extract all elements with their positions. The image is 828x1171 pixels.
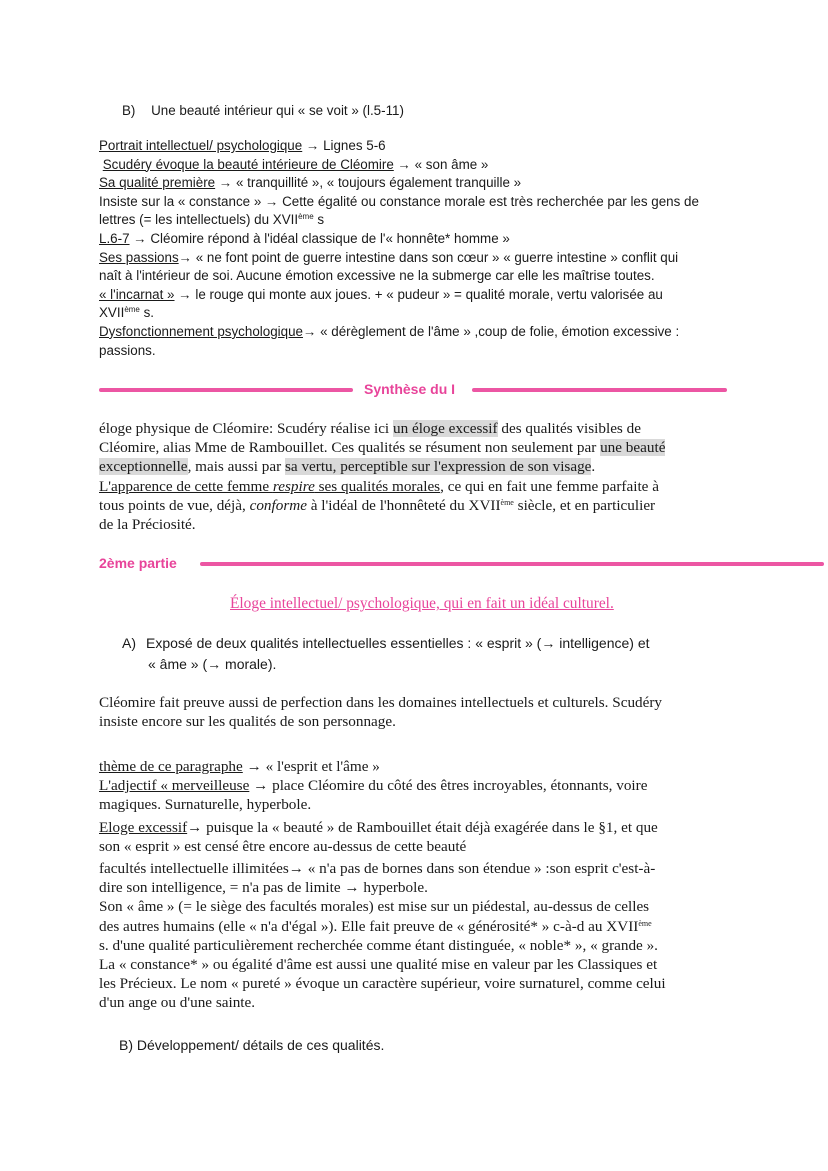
analysis-underlined: thème de ce paragraphe: [99, 758, 243, 775]
note-text: XVII: [99, 305, 125, 321]
superscript: ème: [638, 918, 652, 928]
note-line: [99, 323, 699, 342]
note-text: Cette égalité ou constance morale est très recherchée par les gens de: [278, 193, 699, 209]
analysis-text: dire son intelligence, = n'a pas de limite → hyperbole.: [99, 879, 428, 897]
analysis-underlined: Eloge excessif: [99, 818, 188, 836]
intro-line: insiste encore sur les qualités de son personnage.: [99, 713, 396, 731]
section-a-line: [122, 633, 650, 654]
synth-line: [99, 515, 665, 534]
synth-italic: conforme: [249, 496, 307, 514]
note-text: Lignes 5-6: [319, 138, 386, 153]
note-line: [99, 193, 699, 212]
analysis-text: d'un ange ou d'une sainte.: [99, 994, 256, 1012]
analysis-line: [99, 974, 666, 993]
note-text: le rouge qui monte aux joues. + « pudeur » = qualité morale, vertu valorisée au: [191, 286, 663, 302]
note-line: [99, 174, 699, 193]
analysis-text: les Précieux. Le nom « pureté » évoque un caractère supérieur, voire surnaturel, comme celui: [99, 975, 666, 993]
arrow-icon: →: [133, 230, 147, 246]
synth-text: .: [591, 458, 596, 476]
note-underlined: Scudéry évoque la beauté intérieure de Cléomire: [102, 156, 394, 172]
note-line: [99, 211, 699, 230]
analysis-line: [99, 859, 666, 878]
note-underlined: Sa qualité première: [99, 175, 216, 191]
note-line: [99, 342, 699, 361]
analysis-line: [99, 955, 666, 974]
arrow-icon: →: [397, 156, 411, 172]
analysis-text: facultés intellectuelle illimitées→ « n'a pas de bornes dans son étendue » :son esprit c'est-à-: [99, 860, 656, 878]
synth-text: de la Préciosité.: [99, 516, 196, 534]
superscript: ème: [298, 212, 314, 222]
part2-subtitle: Éloge intellectuel/ psychologique, qui en fait un idéal culturel.: [230, 595, 614, 612]
analysis-notes: [99, 757, 666, 1013]
analysis-text: s. d'une qualité particulièrement recherchée comme étant distinguée, « noble* », « grande ».: [99, 936, 658, 954]
analysis-line: [99, 776, 666, 795]
note-underlined: L.6-7: [99, 230, 130, 246]
analysis-text: → puisque la « beauté » de Rambouillet était déjà exagérée dans le §1, et que: [187, 818, 658, 836]
note-line: [99, 286, 699, 305]
synth-text: à l'idéal de l'honnêteté du XVII: [306, 496, 501, 514]
note-text: naît à l'intérieur de soi. Aucune émotion excessive ne la submerge car elle les maîtrise toutes.: [99, 268, 655, 284]
synth-underlined: L'apparence de cette femme: [99, 477, 273, 495]
note-text: « dérèglement de l'âme » ,coup de folie, émotion excessive :: [316, 323, 680, 339]
analysis-line: [99, 897, 666, 916]
synth-line: [99, 419, 665, 438]
synth-text: tous points de vue, déjà,: [99, 496, 250, 514]
analysis-line: [99, 818, 666, 837]
analysis-line: [99, 878, 666, 897]
portrait-notes: [99, 137, 699, 360]
note-text: « ne font point de guerre intestine dans son cœur » « guerre intestine » conflit qui: [192, 249, 679, 265]
synth-text: éloge physique de Cléomire: Scudéry réalise ici: [99, 420, 393, 437]
note-underlined: Dysfonctionnement psychologique: [99, 323, 303, 339]
synth-highlight: exceptionnelle: [99, 458, 188, 476]
analysis-text: La « constance* » ou égalité d'âme est aussi une qualité mise en valeur par les Classiques et: [99, 956, 658, 974]
analysis-line: [99, 837, 666, 856]
note-text: Cléomire répond à l'idéal classique de l'« honnête* homme »: [146, 230, 510, 246]
synth-text: siècle, et en particulier: [513, 496, 656, 514]
synth-text: Cléomire, alias Mme de Rambouillet. Ces qualités se résument non seulement par: [99, 439, 601, 457]
synth-line: [99, 457, 665, 476]
analysis-text: magiques. Surnaturelle, hyperbole.: [99, 796, 312, 814]
synth-highlight: sa vertu, perceptible sur l'expression de son visage: [285, 458, 592, 476]
synth-text: , ce qui en fait une femme parfaite à: [440, 477, 659, 495]
note-line: [99, 230, 699, 249]
note-text: Insiste sur la « constance »: [99, 193, 265, 209]
analysis-line: [99, 936, 666, 955]
intro-paragraph: [99, 693, 662, 731]
synth-text: des qualités visibles de: [497, 420, 641, 437]
synth-line: [99, 477, 665, 496]
analysis-text: → place Cléomire du côté des êtres incroyables, étonnants, voire: [249, 777, 648, 795]
section-a-line: [122, 654, 650, 675]
synth-underlined: ses qualités morales: [314, 477, 441, 495]
synth-text: , mais aussi par: [187, 458, 285, 476]
note-underlined: Ses passions: [99, 249, 179, 265]
part2-label: 2ème partie: [99, 555, 177, 571]
arrow-icon: →: [264, 193, 279, 209]
section-b-title: Une beauté intérieur qui « se voit » (l.5-11): [151, 103, 404, 118]
analysis-text: son « esprit » est censé être encore au-dessus de cette beauté: [99, 837, 467, 855]
note-text: « son âme »: [410, 156, 489, 172]
note-text: s.: [139, 305, 155, 321]
note-line: [99, 304, 699, 323]
divider-left: [99, 388, 353, 392]
part2-divider: [200, 562, 824, 566]
synth-highlight: un éloge excessif: [392, 420, 498, 437]
section-a-label: A): [122, 635, 136, 651]
synthese-paragraph: [99, 419, 665, 534]
analysis-line: [99, 757, 666, 776]
analysis-text: des autres humains (elle « n'a d'égal »). Elle fait preuve de « générosité* » c-à-d au XVII: [99, 917, 639, 935]
note-text: « tranquillité », « toujours également tranquille »: [232, 175, 522, 191]
synth-line: [99, 438, 665, 457]
note-text: lettres (= les intellectuels) du XVII: [99, 212, 299, 228]
note-line: [99, 249, 699, 268]
note-underlined: « l'incarnat »: [99, 286, 175, 302]
superscript: ème: [124, 305, 140, 315]
section-a-text: Exposé de deux qualités intellectuelles essentielles : « esprit » (→ intelligence) et: [146, 635, 650, 651]
synth-underlined-italic: respire: [272, 477, 315, 495]
arrow-icon: →: [218, 175, 233, 191]
arrow-icon: →: [178, 249, 193, 265]
divider-right: [472, 388, 727, 392]
analysis-line: [99, 917, 666, 936]
analysis-line: [99, 993, 666, 1012]
section-b-label: B): [122, 103, 136, 118]
note-line: [99, 137, 699, 156]
synth-line: [99, 496, 665, 515]
note-line: [99, 267, 699, 286]
intro-line: Cléomire fait preuve aussi de perfection dans les domaines intellectuels et culturels. Scudéry: [99, 694, 663, 711]
note-underlined: Portrait intellectuel/ psychologique: [99, 138, 303, 153]
analysis-underlined: L'adjectif « merveilleuse: [99, 777, 250, 795]
superscript: ème: [500, 497, 514, 507]
analysis-text: Son « âme » (= le siège des facultés morales) est mise sur un piédestal, au-dessus de celles: [99, 898, 650, 916]
section-b2-heading: B) Développement/ détails de ces qualités.: [119, 1037, 385, 1053]
arrow-icon: →: [305, 138, 320, 153]
analysis-line: [99, 795, 666, 814]
section-a-text: « âme » (→ morale).: [148, 656, 277, 672]
note-text: s: [313, 212, 325, 228]
analysis-text: → « l'esprit et l'âme »: [242, 758, 380, 775]
note-text: passions.: [99, 342, 156, 358]
arrow-icon: →: [178, 286, 192, 302]
section-a-heading: [122, 633, 650, 675]
synth-highlight: une beauté: [600, 439, 666, 457]
section-b-heading: [122, 102, 404, 121]
arrow-icon: →: [302, 323, 317, 339]
note-line: [99, 156, 699, 175]
synthese-title: Synthèse du I: [364, 381, 456, 397]
